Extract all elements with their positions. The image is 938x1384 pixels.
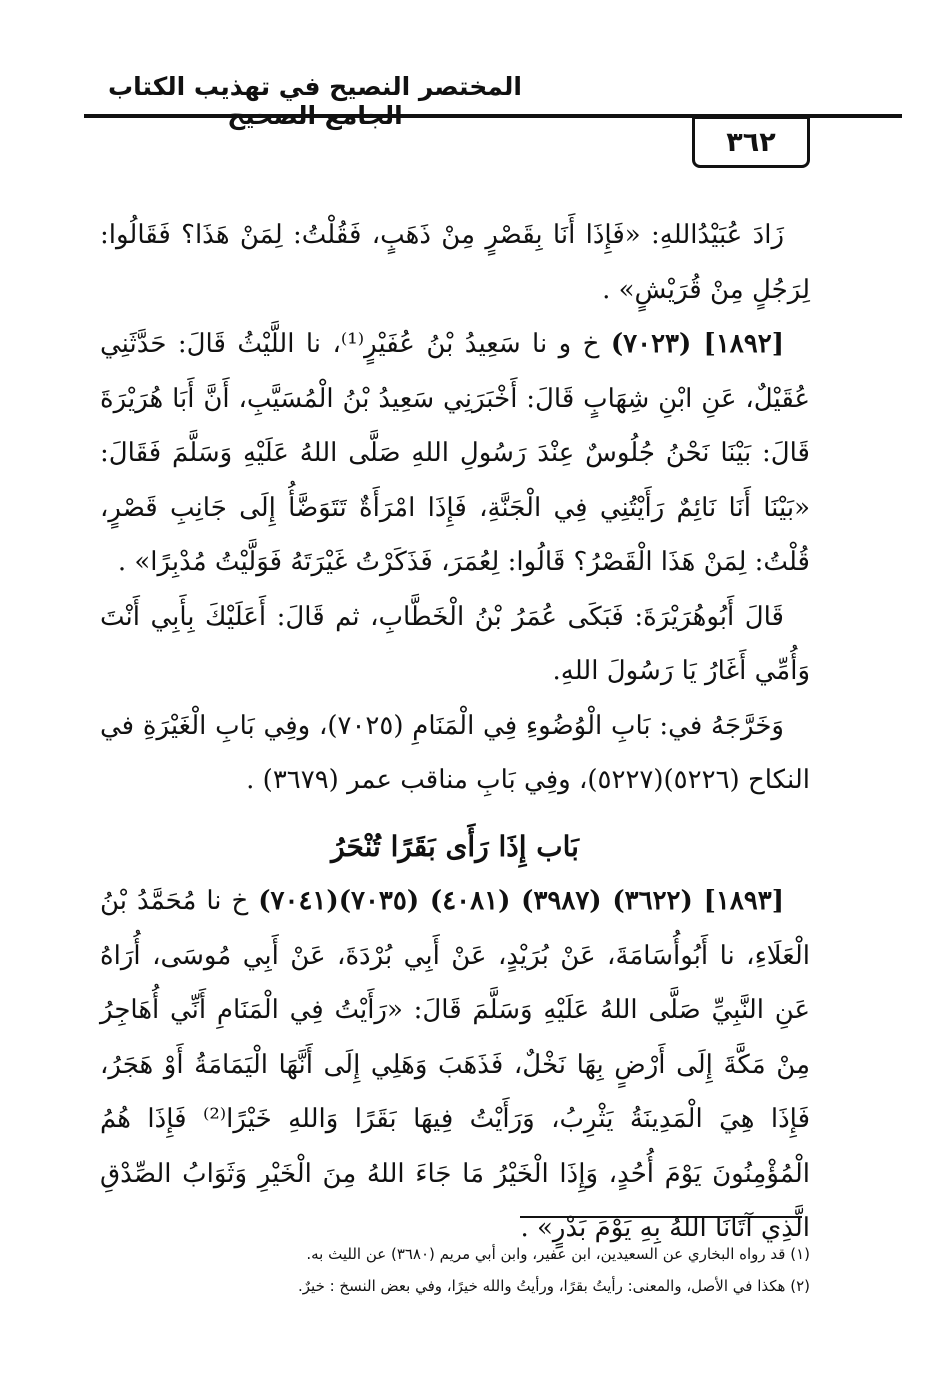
paragraph-takhrij: وَخَرَّجَهُ في: بَابِ الْوُضُوءِ فِي الْمَنَامِ (٧٠٢٥)، وفِي بَابِ الْغَيْرَةِ في النكاح (٥٢٢٦)(٥٢٢٧)، وفِي بَابِ مناقب عمر (٣٦٧٩) . (100, 710, 810, 795)
hadith-1893 (100, 874, 810, 1256)
footnotes (270, 1238, 810, 1302)
page-number: ٣٦٢ (692, 116, 810, 168)
footnote-separator (520, 1216, 802, 1218)
footnote-2: (٢) هكذا في الأصل، والمعنى: رأيتُ بقرًا، ورأيتُ والله خيرًا، وفي بعض النسخ : خيرٌ. (298, 1277, 810, 1295)
running-title: المختصر النصيح في تهذيب الكتاب الجامع الصحيح (107, 72, 522, 130)
footnote-1: (١) قد رواه البخاري عن السعيدين، ابن عفير، وابن أبي مريم (٣٦٨٠) عن الليث به. (306, 1245, 810, 1263)
paragraph-abu-hurayra: قَالَ أَبُوهُرَيْرَةَ: فَبَكَى عُمَرُ بْنُ الْخَطَّابِ، ثم قَالَ: أَعَلَيْكَ بِأَبِي أَنْتَ وَأُمِّي أَغَارُ يَا رَسُولَ اللهِ. (100, 601, 810, 686)
paragraph-zaad: زَادَ عُبَيْدُاللهِ: «فَإِذَا أَنَا بِقَصْرٍ مِنْ ذَهَبٍ، فَقُلْتُ: لِمَنْ هَذَا؟ فَقَالُوا: لِرَجُلٍ مِنْ قُرَيْشٍ» . (100, 220, 810, 305)
hadith-reference: [١٨٩٣] (٣٦٢٢) (٣٩٨٧) (٤٠٨١) (٧٠٣٥)(٧٠٤١) (258, 886, 785, 916)
hadith-text: خ نا مُحَمَّدُ بْنُ الْعَلَاءِ، نا أَبُوأُسَامَةَ، عَنْ بُرَيْدٍ، عَنْ أَبِي بُرْدَةَ، عَنْ أَبِي مُوسَى، أُرَاهُ عَنِ النَّبِيِّ صَلَّى اللهُ عَلَيْهِ وَسَلَّمَ قَالَ: «رَأَيْتُ فِي الْمَنَامِ أَنِّي أُهَاجِرُ مِنْ مَكَّةَ إِلَى أَرْضٍ بِهَا نَخْلٌ، فَذَهَبَ وَهَلِي إِلَى أَنَّهَا الْيَمَامَةُ أَوْ هَجَرُ، فَإِذَا هِيَ الْمَدِينَةُ يَثْرِبُ، وَرَأَيْتُ فِيهَا بَقَرًا وَاللهِ خَيْرًا⁽²⁾ فَإِذَا هُمُ الْمُؤْمِنُونَ يَوْمَ أُحُدٍ، وَإِذَا الْخَيْرُ مَا جَاءَ اللهُ مِنَ الْخَيْرِ وَثَوَابُ الصِّدْقِ الَّذِي آتَانَا اللهُ بِهِ يَوْمَ بَدْرٍ» . (100, 886, 811, 1243)
hadith-reference: [١٨٩٢] (٧٠٢٣) (610, 329, 785, 359)
main-text (100, 208, 810, 1256)
chapter-heading: بَاب إِذَا رَأَى بَقَرًا تُنْحَرُ (331, 829, 579, 863)
hadith-1892 (100, 317, 810, 590)
hadith-text: خ و نا سَعِيدُ بْنُ عُفَيْرٍ⁽¹⁾، نا اللَّيْثُ قَالَ: حَدَّثَنِي عُقَيْلٌ، عَنِ ابْنِ شِهَابٍ قَالَ: أَخْبَرَنِي سَعِيدُ بْنُ الْمُسَيَّبِ، أَنَّ أَبَا هُرَيْرَةَ قَالَ: بَيْنَا نَحْنُ جُلُوسٌ عِنْدَ رَسُولِ اللهِ صَلَّى اللهُ عَلَيْهِ وَسَلَّمَ فَقَالَ: «بَيْنَا أَنَا نَائِمٌ رَأَيْتُنِي فِي الْجَنَّةِ، فَإِذَا امْرَأَةٌ تَتَوَضَّأُ إِلَى جَانِبِ قَصْرٍ، قُلْتُ: لِمَنْ هَذَا الْقَصْرُ؟ قَالُوا: لِعُمَرَ، فَذَكَرْتُ غَيْرَتَهُ فَوَلَّيْتُ مُدْبِرًا» . (100, 329, 810, 577)
